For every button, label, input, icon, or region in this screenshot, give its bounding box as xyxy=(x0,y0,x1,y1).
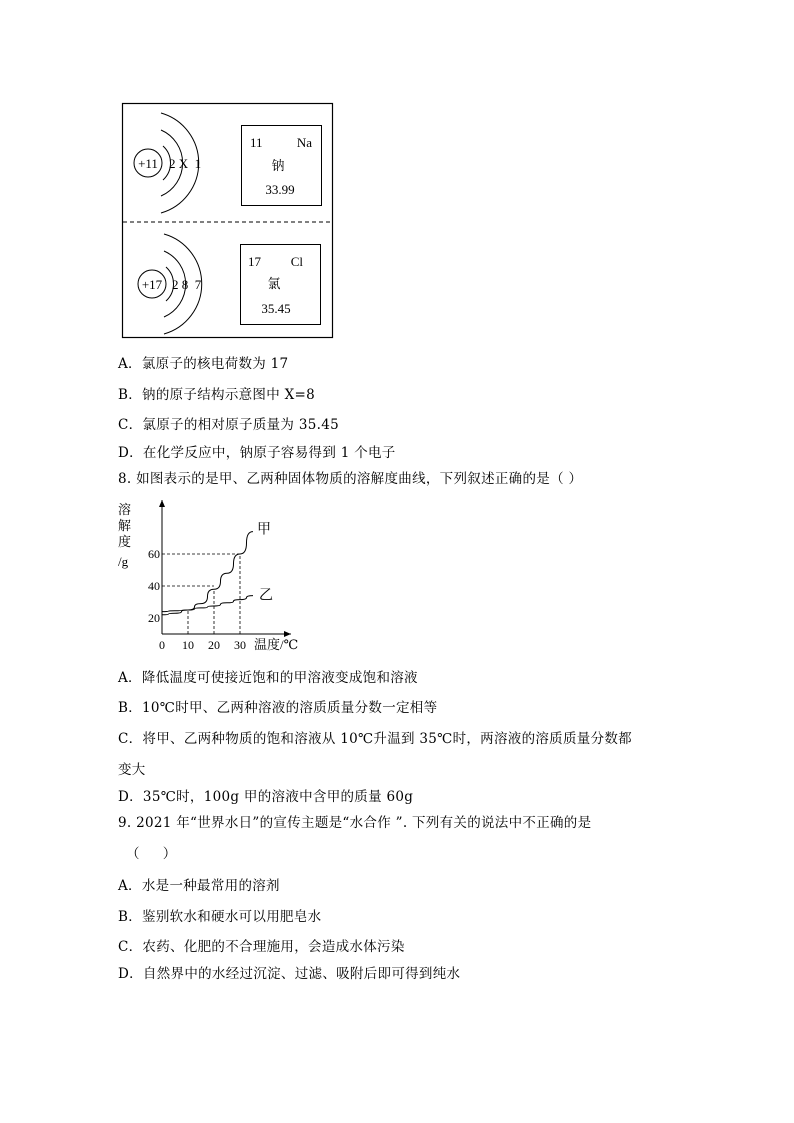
chlorine-symbol: Cl xyxy=(290,254,303,269)
q8-option-b: B．10℃时甲、乙两种溶液的溶质质量分数一定相等 xyxy=(118,700,438,716)
series-label-jia: 甲 xyxy=(257,522,271,538)
x-tick-label-0: 0 xyxy=(159,638,165,652)
q8-option-c-continued: 变大 xyxy=(118,762,146,778)
y-axis-label-line-1: 溶 xyxy=(118,502,132,517)
q8-option-c: C．将甲、乙两种物质的饱和溶液从 10℃升温到 35℃时，两溶液的溶质质量分数都 xyxy=(118,731,632,747)
chlorine-name: 氯 xyxy=(267,276,281,291)
sodium-element-card xyxy=(242,126,322,206)
q9-option-b: B．鉴别软水和硬水可以用肥皂水 xyxy=(118,909,322,925)
sodium-name: 钠 xyxy=(271,158,285,173)
x-tick-label-10: 10 xyxy=(182,638,194,652)
q7-option-a: A．氯原子的核电荷数为 17 xyxy=(118,356,289,372)
chlorine-nucleus-charge: +17 xyxy=(141,277,163,292)
q8-stem: 8. 如图表示的是甲、乙两种固体物质的溶解度曲线，下列叙述正确的是（ ） xyxy=(118,471,583,487)
q8-option-a: A．降低温度可使接近饱和的甲溶液变成饱和溶液 xyxy=(118,670,418,686)
sodium-symbol: Na xyxy=(296,135,312,150)
q9-option-a: A．水是一种最常用的溶剂 xyxy=(118,878,280,894)
q9-option-c: C．农药、化肥的不合理施用，会造成水体污染 xyxy=(118,939,405,955)
q8-option-d: D．35℃时，100g 甲的溶液中含甲的质量 60g xyxy=(118,789,414,805)
sodium-shell-electrons: 2 X 1 xyxy=(169,156,202,171)
y-axis-label-line-2: 解 xyxy=(118,518,132,533)
x-tick-label-20: 20 xyxy=(208,638,220,652)
y-axis-label-line-4: /g xyxy=(118,554,129,569)
y-axis-label-line-3: 度 xyxy=(118,534,132,549)
series-line-jia xyxy=(162,532,253,615)
chlorine-element-card xyxy=(241,245,321,325)
q7-option-c: C．氯原子的相对原子质量为 35.45 xyxy=(118,417,339,433)
q9-option-d: D．自然界中的水经过沉淀、过滤、吸附后即可得到纯水 xyxy=(118,966,461,982)
series-label-yi: 乙 xyxy=(259,588,273,604)
y-tick-label-60: 60 xyxy=(148,547,160,561)
solubility-chart xyxy=(110,494,320,660)
q7-option-d: D．在化学反应中，钠原子容易得到 1 个电子 xyxy=(118,445,396,461)
x-axis-label: 温度/℃ xyxy=(254,637,299,652)
x-tick-label-30: 30 xyxy=(234,638,246,652)
chlorine-shell-electrons: 2 8 7 xyxy=(172,277,202,292)
q9-stem: 9. 2021 年“世界水日”的宣传主题是“水合作 ”. 下列有关的说法中不正确的是 xyxy=(118,815,592,831)
atom-structure-figure xyxy=(0,0,794,345)
sodium-atomic-mass: 33.99 xyxy=(265,182,295,197)
chlorine-atomic-mass: 35.45 xyxy=(261,301,291,316)
q9-answer-paren: （ ） xyxy=(126,846,177,862)
q7-option-b: B．钠的原子结构示意图中 X=8 xyxy=(118,387,316,403)
chlorine-atom-diagram xyxy=(138,234,202,334)
y-tick-label-40: 40 xyxy=(148,579,160,593)
y-tick-label-20: 20 xyxy=(148,611,160,625)
sodium-atomic-number: 11 xyxy=(250,135,263,150)
chlorine-atomic-number: 17 xyxy=(248,254,261,269)
sodium-nucleus-charge: +11 xyxy=(138,156,158,171)
y-axis-arrow xyxy=(159,500,165,507)
sodium-atom-diagram xyxy=(134,113,201,213)
